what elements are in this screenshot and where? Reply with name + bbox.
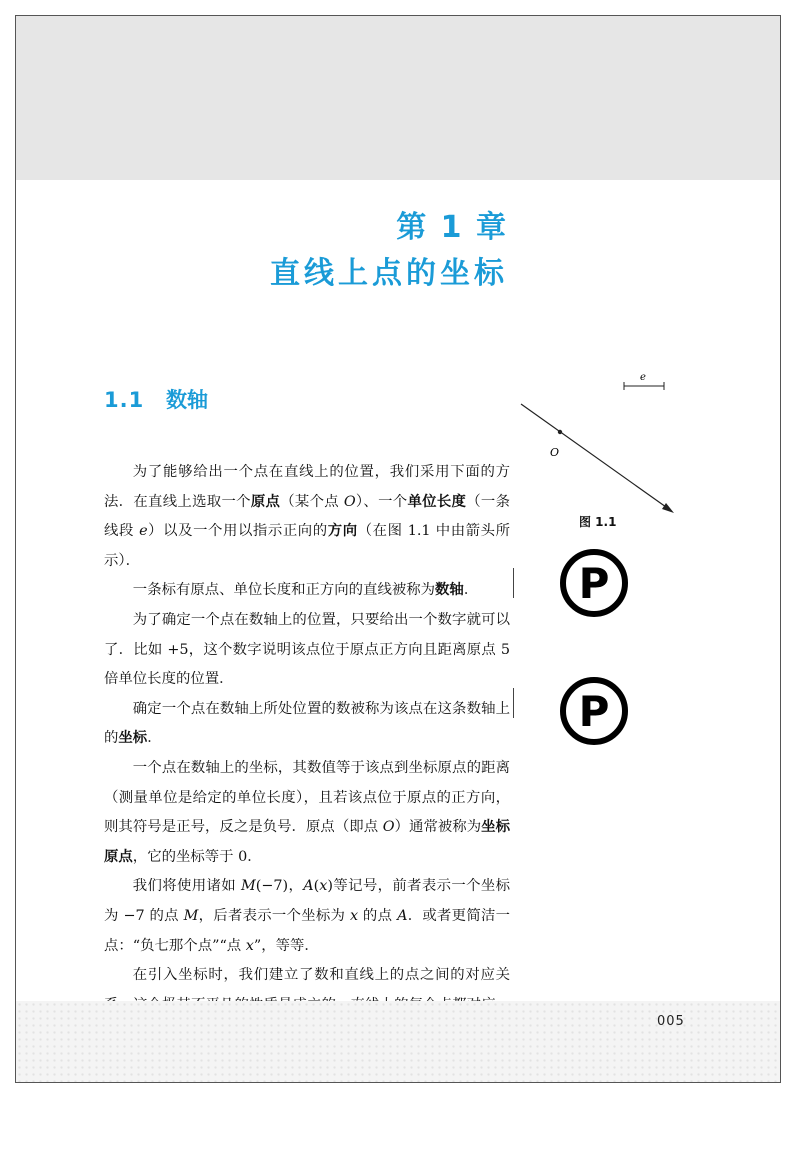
text-run: ，后者表示一个坐标为 — [198, 907, 350, 924]
unit-label: e — [640, 372, 646, 383]
text-run: 我们将使用诸如 — [132, 878, 241, 895]
math-symbol: O — [382, 819, 395, 836]
text-run: （在图 1.1 中由箭头所示）． — [104, 523, 510, 569]
text-run: ）以及一个用以指示正向的 — [147, 523, 328, 540]
phonogram-p-icon — [559, 676, 629, 746]
text-run: 的点 — [358, 907, 398, 924]
text-run: 一个点在数轴上的坐标，其数值等于该点到坐标原点的距离（测量单位是给定的单位长度），且若该点位于原点的正方向，则其符号是正号，反之是负号．原点（即点 — [104, 759, 510, 836]
math-symbol: x — [319, 878, 328, 895]
text-run: (−7)， — [255, 878, 304, 895]
math-symbol: A — [303, 878, 314, 895]
term-bold: 数轴 — [435, 582, 464, 599]
text-run: ( — [313, 878, 320, 895]
page-number: 005 — [657, 1014, 685, 1029]
text-run: ）、一个 — [355, 493, 408, 510]
origin-point — [558, 430, 562, 434]
math-symbol: O — [343, 493, 356, 510]
math-symbol: x — [349, 907, 359, 924]
term-bold: 方向 — [327, 523, 358, 540]
text-run: 在引入坐标时，我们建立了数和直线上的点之间的对应关 — [132, 967, 510, 984]
phonogram-p-icon — [559, 548, 629, 618]
text-run: ． — [463, 582, 479, 599]
section-number: 1.1 — [104, 388, 145, 412]
text-run: （某个点 — [280, 493, 344, 510]
text-run: ）通常被称为 — [394, 819, 482, 836]
math-symbol: e — [139, 523, 148, 540]
math-symbol: M — [240, 878, 256, 895]
figure-caption: 图 1.1 — [579, 515, 617, 529]
math-symbol: A — [397, 907, 408, 924]
paragraph — [104, 872, 510, 961]
text-run: 为了能够给出一个点在直线上的位置，我们采用下面的方法．在直线上选取一个 — [104, 464, 510, 510]
paragraph — [104, 606, 510, 695]
paragraph — [104, 576, 510, 606]
number-line-figure — [516, 366, 696, 516]
text-run: ”，等等． — [253, 937, 319, 954]
svg-text:P: P — [578, 687, 610, 736]
text-run: 为了确定一个点在数轴上的位置，只要给出一个数字就可以了．比如 +5，这个数字说明该点位于原点正方向且距离原点 5 倍单位长度的位置． — [104, 611, 510, 688]
number-line — [521, 404, 666, 507]
chapter-title: 直线上点的坐标 — [270, 256, 508, 291]
svg-text:P: P — [578, 559, 610, 608]
book-page — [15, 15, 781, 1083]
section-heading — [104, 384, 208, 414]
text-run: 一条标有原点、单位长度和正方向的直线被称为 — [132, 582, 436, 599]
text-run: （一条线段 — [104, 493, 510, 540]
term-bold: 坐标原点 — [104, 819, 510, 865]
margin-mark — [513, 688, 514, 718]
text-run: ．或者更简洁一点：“负七那个点”“点 — [104, 907, 510, 954]
math-symbol: x — [245, 937, 254, 954]
direction-arrow-icon — [662, 503, 674, 513]
term-bold: 原点 — [250, 493, 281, 510]
chapter-number: 第 1 章 — [396, 210, 508, 245]
section-title: 数轴 — [166, 388, 208, 412]
paragraph — [104, 695, 510, 754]
header-band — [16, 16, 780, 180]
text-run: 确定一个点在数轴上所处位置的数被称为该点在这条数轴上的 — [104, 700, 510, 747]
paragraph — [104, 458, 510, 576]
text-run: ． — [147, 730, 162, 747]
margin-mark — [513, 568, 514, 598]
term-bold: 坐标 — [118, 730, 148, 747]
origin-label: O — [550, 446, 560, 459]
term-bold: 单位长度 — [407, 493, 467, 510]
text-run: ，它的坐标等于 0． — [132, 848, 262, 865]
math-symbol: M — [183, 907, 199, 924]
body-text — [104, 458, 510, 1050]
text-run: )等记号，前者表示一个坐标为 −7 的点 — [104, 878, 510, 924]
paragraph — [104, 754, 510, 872]
